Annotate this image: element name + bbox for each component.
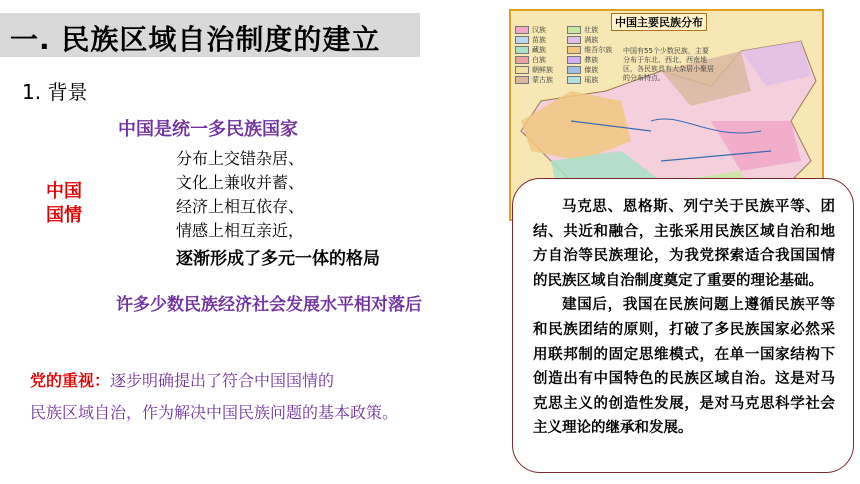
quote-paragraph: 马克思、恩格斯、列宁关于民族平等、团结、共近和融合，主张采用民族区域自治和地方自治等民族理论，为我党探索适合我国国情的民族区域自治制度奠定了重要的理论基础。: [533, 198, 835, 289]
legend-label: 满族: [584, 36, 599, 44]
development-text: 许多少数民族经济社会发展水平相对落后: [116, 295, 422, 315]
map-title: 中国主要民族分布: [611, 13, 707, 31]
legend-swatch: [515, 66, 529, 74]
legend-swatch: [515, 36, 529, 44]
legend-swatch: [515, 76, 529, 84]
legend-item: [567, 65, 617, 75]
party-line-1: [30, 368, 334, 391]
unified-nation-text: 中国是统一多民族国家: [118, 119, 298, 140]
legend-item: [567, 25, 617, 35]
legend-swatch: [567, 46, 581, 54]
party-label: 党的重视：: [30, 371, 111, 390]
national-conditions-label: 中国国情: [46, 181, 82, 226]
legend-swatch: [567, 76, 581, 84]
legend-item: [567, 45, 617, 55]
legend-label: 蒙古族: [532, 76, 553, 84]
legend-label: 藏族: [532, 46, 546, 54]
legend-item: [515, 45, 565, 55]
legend-label: 汉族: [532, 26, 546, 34]
condition-item: 经济上相互依存、: [176, 197, 305, 216]
legend-label: 白族: [532, 56, 546, 64]
title-bar: [0, 13, 420, 57]
legend-swatch: [567, 26, 581, 34]
legend-label: 壮族: [584, 26, 599, 34]
map-legend: [515, 25, 625, 85]
legend-swatch: [515, 46, 529, 54]
legend-swatch: [567, 56, 581, 64]
legend-swatch: [515, 56, 529, 64]
legend-label: 维吾尔族: [584, 46, 613, 54]
condition-item: 情感上相互亲近，: [176, 221, 305, 240]
legend-item: [515, 25, 565, 35]
legend-item: [515, 65, 565, 75]
quote-box: [512, 178, 854, 473]
legend-swatch: [567, 66, 581, 74]
map-note: 中国有55个少数民族，主要分布于东北、西北、西南地区，各民族具有大杂居小聚居的分布特点。: [623, 47, 714, 82]
party-line-2: 民族区域自治，作为解决中国民族问题的基本政策。: [30, 403, 399, 422]
legend-item: [567, 55, 617, 65]
party-text-1: 逐步明确提出了符合中国国情的: [110, 371, 335, 390]
legend-item: [567, 35, 617, 45]
legend-item: [515, 35, 565, 45]
quote-text: [533, 195, 835, 441]
page-title: 一. 民族区域自治制度的建立: [10, 23, 381, 56]
condition-item: 文化上兼收并蓄、: [176, 173, 305, 192]
legend-label: 苗族: [532, 36, 546, 44]
legend-label: 瑶族: [584, 76, 599, 84]
legend-label: 傣族: [584, 66, 599, 74]
legend-label: 朝鲜族: [532, 66, 553, 74]
condition-item: 分布上交错杂居、: [176, 149, 305, 168]
section-heading: 1. 背景: [22, 80, 88, 104]
legend-label: 彝族: [584, 56, 599, 64]
legend-swatch: [515, 26, 529, 34]
legend-item: [515, 55, 565, 65]
legend-item: [515, 75, 565, 85]
legend-swatch: [567, 36, 581, 44]
legend-item: [567, 75, 617, 85]
pattern-conclusion: 逐渐形成了多元一体的格局: [176, 249, 380, 269]
quote-paragraph: 建国后，我国在民族问题上遵循民族平等和民族团结的原则，打破了多民族国家必然采用联邦制的固定思维模式，在单一国家结构下创造出有中国特色的民族区域自治。这是对马克思主义的创造性发展，是对马克思科学社会主义理论的继承和发展。: [533, 296, 835, 437]
